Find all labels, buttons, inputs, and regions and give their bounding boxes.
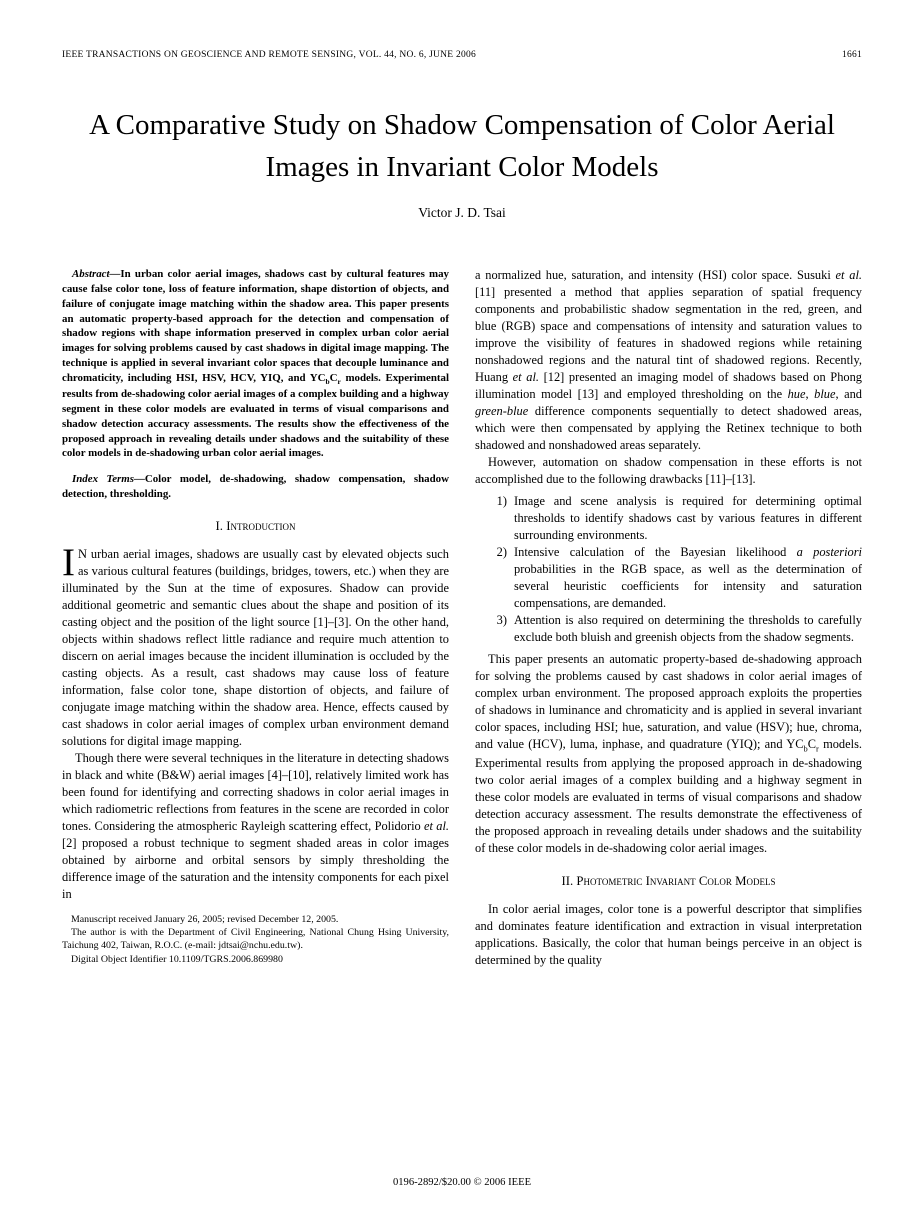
right-paragraph-1: a normalized hue, saturation, and intensity (HSI) color space. Susuki et al. [11] presented a method that applies separation of spatial frequency components and probabilistic shadow segmentation in the red, green, and blue (RGB) space and compensations of intensity and saturation values to improve the visibility of features in shadowed regions while retaining nonshadowed regions and the natural tint of shadowed regions. Recently, Huang et al. [12] presented an imaging model of shadows based on Phong illumination model [13] and employed thresholding on the hue, blue, and green-blue difference components sequentially to detect shadowed areas, which were then compensated by applying the Retinex technique to both shadowed and nonshadowed areas separately. — [475, 268, 862, 452]
footnote-doi: Digital Object Identifier 10.1109/TGRS.2006.869980 — [71, 953, 283, 965]
list-item-1-text: Image and scene analysis is required for determining optimal thresholds to identify shadows cast by various features in different surrounding environments. — [514, 493, 862, 542]
list-item-2 — [487, 544, 862, 612]
paper-title: A Comparative Study on Shadow Compensation of Color Aerial Images in Invariant Color Models — [89, 109, 835, 184]
list-item-2-number: 2) — [496, 544, 507, 559]
list-item-1-number: 1) — [496, 493, 507, 508]
section-2-paragraph-1: In color aerial images, color tone is a powerful descriptor that simplifies and dominates feature identification and extraction in visual interpretation applications. Basically, the color that human beings perceive in an object is determined by the quality — [475, 902, 862, 968]
drawbacks-list — [487, 493, 862, 646]
page-number: 1661 — [842, 50, 862, 60]
section-2-heading: II. Photometric Invariant Color Models — [561, 873, 776, 888]
index-terms-label: Index Terms— — [72, 473, 145, 486]
list-item-3-text: Attention is also required on determining the thresholds to carefully exclude both bluish and greenish objects from the shadow segments. — [514, 612, 862, 644]
footnote-block — [62, 913, 449, 966]
list-item-3-number: 3) — [496, 612, 507, 627]
abstract-label: Abstract— — [72, 268, 121, 281]
abstract — [62, 267, 449, 461]
list-item-2-text: Intensive calculation of the Bayesian likelihood a posteriori probabilities in the RGB space, as well as the determination of several heuristic coefficients for intensity and saturation compensations, are demanded. — [514, 544, 863, 610]
page-header — [62, 50, 862, 60]
left-column — [62, 267, 449, 969]
right-paragraph-3: This paper presents an automatic property-based de-shadowing approach for solving the problems caused by cast shadows in color aerial images of complex urban environment. The proposed approach exploits the properties of shadows in luminance and chromaticity and is applied in several invariant color spaces, including HSI; hue, saturation, and value (HSV); hue, chroma, and value (HCV), luma, inphase, and quadrature (YIQ); and $YC_bC_r$ models. Experimental results from applying the proposed approach in de-shadowing two color aerial images of a complex building and a highway segment in these color models are evaluated in terms of visual comparisons and shadow detection accuracy assessment. The results demonstrate the effectiveness of the proposed approach in revealing details under shadows and the suitability of these color models in de-shadowing color aerial images. — [475, 651, 862, 855]
footnote-manuscript-dates: Manuscript received January 26, 2005; revised December 12, 2005. — [71, 914, 339, 926]
journal-running-head: IEEE TRANSACTIONS ON GEOSCIENCE AND REMOTE SENSING, VOL. 44, NO. 6, JUNE 2006 — [62, 50, 476, 60]
abstract-text: In urban color aerial images, shadows cast by cultural features may cause false color tone, loss of feature information, shape distortion of objects, and failure of conjugate image matching within the shadow area. This paper presents an automatic property-based approach for the detection and compensation of shadow regions with shape information preserved in complex urban color aerial images for solving problems caused by cast shadows in digital image mapping. The technique is applied in several invariant color spaces that decouple luminance and chromaticity, including HSI, HSV, HCV, YIQ, and $YC_bC_r$ models. Experimental results from de-shadowing color aerial images of a complex building and a highway segment in these color models are evaluated in terms of visual comparisons and shadow detection accuracy assessments. The results show the effectiveness of the proposed approach in revealing details under shadows and the suitability of these color models in de-shadowing urban color aerial images. — [62, 268, 449, 460]
copyright-line: 0196-2892/$20.00 © 2006 IEEE — [392, 1177, 532, 1188]
index-terms-text: Color model, de-shadowing, shadow compensation, shadow detection, thresholding. — [62, 473, 449, 501]
intro-paragraph-1 — [62, 541, 449, 750]
footnote-author-affiliation: The author is with the Department of Civil Engineering, National Chung Hsing University, Taichung 402, Taiwan, R.O.C. (e-mail: jdtsai@nchu.edu.tw). — [62, 927, 449, 952]
right-paragraph-2: However, automation on shadow compensation in these efforts is not accomplished due to the following drawbacks [11]–[13]. — [475, 454, 862, 486]
section-1-heading: I. Introduction — [215, 518, 296, 533]
right-column — [475, 267, 862, 969]
list-item-3 — [487, 612, 862, 646]
intro-paragraph-2: Though there were several techniques in the literature in detecting shadows in black and white (B&W) aerial images [4]–[10], relatively limited work has been found for identifying and correcting shadows in color aerial images in which radiometric reflections from features in the scene are recorded in color tones. Considering the atmospheric Rayleigh scattering effect, Polidorio et al. [2] proposed a robust technique to segment shaded areas in color images obtained by airborne and orbital sensors by simply thresholding the difference image of the saturation and the intensity components for each pixel in — [62, 751, 449, 902]
drop-cap: I — [62, 541, 75, 585]
two-column-body — [62, 267, 862, 969]
intro-paragraph-1-text: N urban aerial images, shadows are usually cast by elevated objects such as various cultural features (buildings, bridges, towers, etc.) when they are illuminated by the Sun at the time of exposures. Shadow can provide additional geometric and semantic clues about the shape and position of its casting object and the position of the light source [1]–[3]. On the other hand, objects within shadows reflect little radiance and require much attention to discern on aerial images because the incident illumination is occluded by the casting objects. As a result, cast shadows may cause loss of feature information, false color tone, shape distortion of objects, and failure of conjugate image matching within the shadow area. Hence, effects caused by cast shadows in color aerial images of complex urban environment demand solutions for digital image mapping. — [62, 547, 449, 749]
index-terms — [62, 472, 449, 502]
list-item-1 — [487, 493, 862, 544]
author-name: Victor J. D. Tsai — [418, 205, 506, 221]
